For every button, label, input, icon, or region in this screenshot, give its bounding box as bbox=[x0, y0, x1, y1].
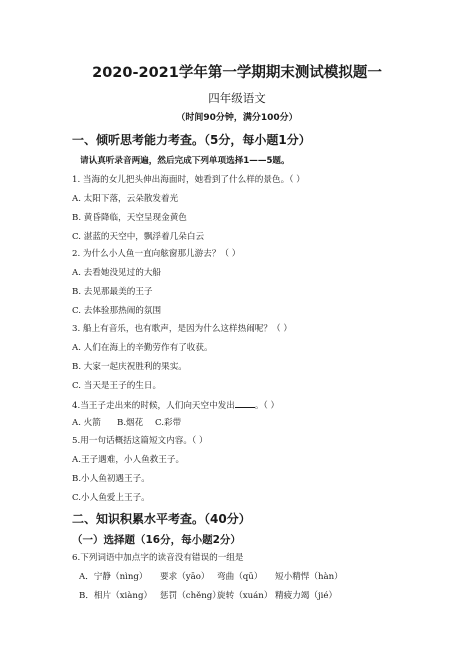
question-option: 惩罚（chěng） bbox=[160, 591, 221, 601]
question-option: B. 黄昏降临，天空呈现金黄色 bbox=[72, 213, 187, 223]
question-option: 精疲力竭（jié） bbox=[275, 591, 338, 601]
question-option-row bbox=[0, 572, 474, 584]
question-stem: 2. 为什么小人鱼一直向舷窗那儿游去？（ ） bbox=[72, 249, 241, 259]
question-option: B. 大家一起庆祝胜利的果实。 bbox=[72, 362, 187, 372]
section2-subheading: （一）选择题（16分，每小题2分） bbox=[72, 534, 241, 546]
question-option-row bbox=[0, 591, 474, 603]
question-stem: 6.下列词语中加点字的读音没有错误的一组是 bbox=[72, 553, 244, 563]
question-stem-before-blank: 4.当王子走出来的时候，人们向天空中发出 bbox=[72, 401, 235, 411]
question-option: A．宁静（nìng） bbox=[79, 572, 148, 582]
question-option: 弯曲（qū） bbox=[217, 572, 263, 582]
question-stem bbox=[72, 399, 279, 412]
question-stem-after-blank: 。（ ） bbox=[254, 401, 280, 411]
question-stem: 5.用一句话概括这篇短文内容。（ ） bbox=[72, 436, 208, 446]
question-option: A. 太阳下落，云朵散发着光 bbox=[72, 194, 179, 204]
question-option: 要求（yāo） bbox=[160, 572, 210, 582]
question-stem: 1. 当海的女儿把头伸出海面时，她看到了什么样的景色。（ ） bbox=[72, 175, 305, 185]
question-option: A.王子遇难，小人鱼救王子。 bbox=[72, 455, 185, 465]
section1-heading: 一、倾听思考能力考查。（5分，每小题1分） bbox=[72, 133, 311, 147]
section1-instruction: 请认真听录音两遍，然后完成下列单项选择1——5题。 bbox=[80, 156, 290, 166]
question-stem: 3. 船上有音乐，也有歌声，是因为什么这样热闹呢？（ ） bbox=[72, 324, 292, 334]
question-option: B.烟花 bbox=[117, 418, 144, 428]
question-option: B．相片（xiàng） bbox=[79, 591, 153, 601]
question-option: C. 去体验那热闹的氛围 bbox=[72, 306, 162, 316]
question-option: A. 去看她没见过的大船 bbox=[72, 268, 162, 278]
exam-title: 2020-2021学年第一学期期末测试模拟题一 bbox=[92, 65, 382, 81]
exam-subtitle: 四年级语文 bbox=[208, 91, 266, 105]
question-option: C.小人鱼爱上王子。 bbox=[72, 493, 150, 503]
question-option: 旋转（xuán） bbox=[217, 591, 273, 601]
question-option: C. 湛蓝的天空中，飘浮着几朵白云 bbox=[72, 232, 205, 242]
question-option: B.小人鱼初遇王子。 bbox=[72, 474, 150, 484]
question-option: 短小精悍（hàn） bbox=[275, 572, 343, 582]
question-option: C.彩带 bbox=[155, 418, 182, 428]
question-option: C. 当天是王子的生日。 bbox=[72, 381, 162, 391]
question-option: A. 火箭 bbox=[72, 418, 101, 428]
question-option: A. 人们在海上的辛勤劳作有了收获。 bbox=[72, 343, 213, 353]
question-option: B. 去见那最美的王子 bbox=[72, 287, 153, 297]
section2-heading: 二、知识积累水平考查。（40分） bbox=[72, 512, 251, 526]
exam-time-score-note: （时间90分钟，满分100分） bbox=[176, 113, 298, 123]
answer-blank bbox=[235, 399, 255, 408]
